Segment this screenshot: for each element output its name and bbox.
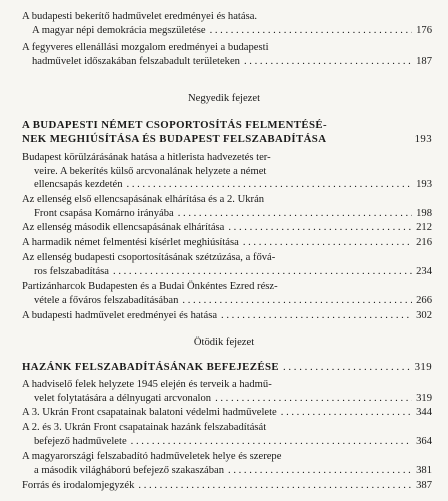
toc-entry [22, 193, 432, 220]
toc-entry [22, 378, 432, 405]
chapter-label: Negyedik fejezet [187, 93, 261, 104]
chapter-heading-line: A BUDAPESTI NÉMET CSOPORTOSÍTÁS FELMENTÉSÉ- [22, 119, 328, 131]
chapter-label: Ötödik fejezet [193, 337, 255, 348]
toc-page-number: 216 [416, 237, 432, 248]
toc-entry-text: Partizánharcok Budapesten és a Budai Önkéntes Ezred rész- [22, 281, 278, 292]
toc-entry-continuation: A magyar népi demokrácia megszületése . . . 176 [22, 24, 432, 38]
toc-page-number: 176 [416, 24, 432, 36]
toc-entry [22, 41, 432, 68]
toc-entry-text: Forrás és irodalomjegyzék . . . 387 [22, 479, 432, 493]
chapter-heading [22, 119, 432, 146]
toc-entry-text: A magyarországi felszabadító hadműveletek helye és szerepe [22, 451, 282, 462]
toc-page-number: 319 [416, 392, 432, 404]
toc-entry-text: A hadviselő felek helyzete 1945 elején és terveik a hadmű- [22, 379, 272, 390]
toc-entry-text: A 2. és 3. Ukrán Front csapatainak hazánk felszabadítását [22, 422, 267, 433]
toc-entry-sources [22, 479, 432, 493]
toc-page-number: 302 [416, 310, 432, 321]
toc-page-number: 266 [416, 294, 432, 306]
toc-entry-text: A budapesti hadművelet eredményei és hatása . . . 302 [22, 309, 432, 323]
toc-entry-continuation: befejező hadművelete . . . 364 [22, 435, 432, 449]
toc-page-number: 187 [416, 55, 432, 67]
toc-entry-text: Az ellenség budapesti csoportosításának szétzúzása, a fővá- [22, 252, 276, 263]
toc-entry-text: A 3. Ukrán Front csapatainak balatoni védelmi hadművelete . . . 344 [22, 406, 432, 420]
toc-entry [22, 10, 432, 37]
toc-entry-text: A budapesti bekerítő hadművelet eredményei és hatása. [22, 11, 258, 22]
toc-entry [22, 309, 432, 323]
toc-page-number: 212 [416, 222, 432, 233]
toc-entry-continuation: vétele a főváros felszabadításában . . . 266 [22, 294, 432, 308]
toc-entry-text: veire. A bekerítés külső arcvonalának helyzete a német [34, 165, 267, 177]
toc-entry-continuation: hadművelet időszakában felszabadult területeken . . . 187 [22, 55, 432, 69]
toc-page-number: 364 [416, 435, 432, 447]
toc-page-number: 193 [416, 179, 432, 191]
toc-entry-text: Budapest körülzárásának hatása a hitlerista hadvezetés ter- [22, 152, 271, 163]
toc-entry-continuation: velet folytatására a délnyugati arcvonalon . . . 319 [22, 392, 432, 406]
toc-entry-continuation: Front csapása Komárno irányába . . . 198 [22, 207, 432, 221]
toc-entry [22, 221, 432, 235]
chapter-heading-line: HAZÁNK FELSZABADÍTÁSÁNAK BEFEJEZÉSE [22, 361, 279, 373]
toc-entry [22, 406, 432, 420]
toc-page-number: 234 [416, 265, 432, 277]
toc-entry [22, 151, 432, 192]
toc-page-number: 381 [416, 464, 432, 476]
toc-entry-text: Az ellenség második ellencsapásának elhárítása . . . 212 [22, 221, 432, 235]
toc-page-number: 193 [414, 132, 432, 145]
toc-entry-text: A harmadik német felmentési kísérlet meghiúsítása . . . 216 [22, 236, 432, 250]
toc-entry [22, 236, 432, 250]
toc-entry [22, 280, 432, 307]
chapter-heading [22, 361, 432, 375]
chapter-heading-line: NEK MEGHIÚSÍTÁSA ÉS BUDAPEST FELSZABADÍTÁSA 193 [22, 132, 432, 145]
toc-entry [22, 421, 432, 448]
toc-entry [22, 251, 432, 278]
toc-entry-continuation: ros felszabadítása . . . 234 [22, 265, 432, 279]
toc-page-number: 198 [416, 207, 432, 219]
toc-entry-continuation: a második világháború befejező szakaszában . . . 381 [22, 464, 432, 478]
toc-page-number: 387 [416, 480, 432, 491]
toc-page-number: 319 [414, 361, 432, 373]
toc-entry [22, 450, 432, 477]
toc-entry-continuation: ellencsapás kezdetén . . . 193 [22, 178, 432, 192]
toc-entry-text: Az ellenség első ellencsapásának elhárítása és a 2. Ukrán [22, 194, 265, 205]
toc-entry-text: A fegyveres ellenállási mozgalom eredményei a budapesti [22, 42, 269, 53]
toc-page-number: 344 [416, 407, 432, 418]
